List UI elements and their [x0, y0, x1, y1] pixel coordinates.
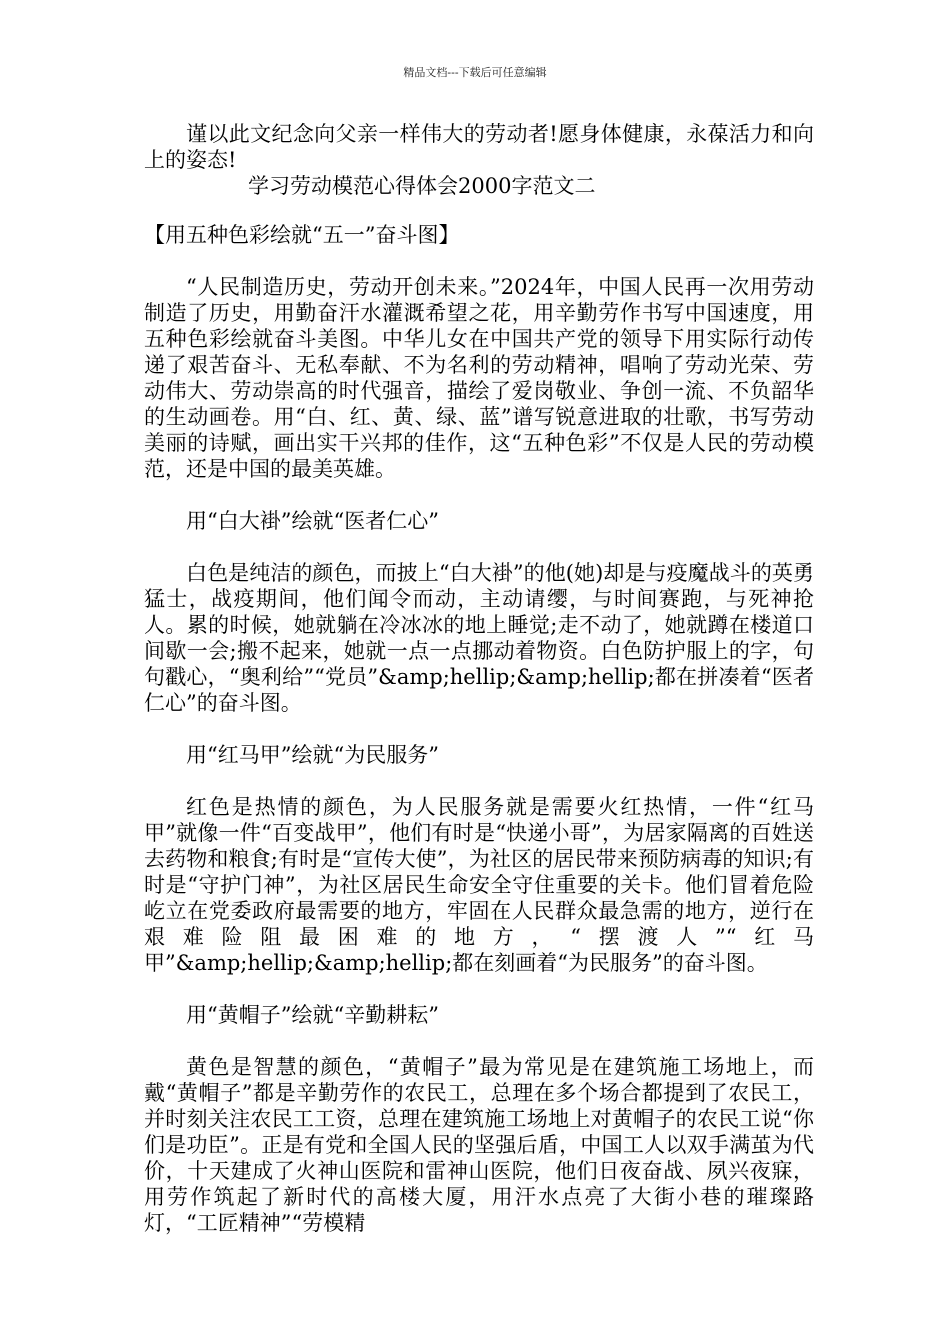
subheading-red-vest: 用“红马甲”绘就“为民服务”	[186, 743, 439, 767]
paragraph-red-vest: 红色是热情的颜色，为人民服务就是需要火红热情，一件“红马甲”就像一件“百变战甲”，他们有时是“快递小哥”，为居家隔离的百姓送去药物和粮食;有时是“宣传大使”，为社区的居民带来预防病毒的知识;有时是“守护门神”，为社区居民生命安全守住重要的关卡。他们冒着危险屹立在党委政府最需要的地方，牢固在人民群众最急需的地方，逆行在艰难险阻最困难的地方，“摆渡人”“红马甲”&amp;hellip;&amp;hellip;都在刻画着“为民服务”的奋斗图。	[144, 795, 814, 975]
paragraph-yellow-hat: 黄色是智慧的颜色，“黄帽子”最为常见是在建筑施工场地上，而戴“黄帽子”都是辛勤劳作的农民工，总理在多个场合都提到了农民工，并时刻关注农民工工资，总理在建筑施工场地上对黄帽子的农民工说“你们是功臣”。正是有党和全国人民的坚强后盾，中国工人以双手满茧为代价，十天建成了火神山医院和雷神山医院，他们日夜奋战、夙兴夜寐，用劳作筑起了新时代的高楼大厦，用汗水点亮了大街小巷的璀璨路灯，“工匠精神”“劳模精	[144, 1055, 814, 1235]
paragraph-intro: “人民制造历史，劳动开创未来。”2024年，中国人民再一次用劳动制造了历史，用勤奋汗水灌溉希望之花，用辛勤劳作书写中国速度，用五种色彩绘就奋斗美图。中华儿女在中国共产党的领导下用实际行动传递了艰苦奋斗、无私奉献、不为名利的劳动精神，唱响了劳动光荣、劳动伟大、劳动崇高的时代强音，描绘了爱岗敬业、争创一流、不负韶华的生动画卷。用“白、红、黄、绿、蓝”谱写锐意进取的壮歌，书写劳动美丽的诗赋，画出实干兴邦的佳作，这“五种色彩”不仅是人民的劳动模范，还是中国的最美英雄。	[144, 275, 814, 481]
subheading-white-coat: 用“白大褂”绘就“医者仁心”	[186, 509, 439, 533]
subheading-yellow-hat: 用“黄帽子”绘就“辛勤耕耘”	[186, 1003, 439, 1027]
paragraph-white-coat: 白色是纯洁的颜色，而披上“白大褂”的他(她)却是与疫魔战斗的英勇猛士，战疫期间，他们闻令而动，主动请缨，与时间赛跑，与死神抢人。累的时候，她就躺在冷冰冰的地上睡觉;走不动了，她就蹲在楼道口间歇一会;搬不起来，她就一点一点挪动着物资。白色防护服上的字，句句戳心，“奥利给”“党员”&amp;hellip;&amp;hellip;都在拼凑着“医者仁心”的奋斗图。	[144, 561, 814, 715]
section-heading-five-colors: 【用五种色彩绘就“五一”奋斗图】	[144, 223, 460, 247]
paragraph-closing-dedication: 谨以此文纪念向父亲一样伟大的劳动者!愿身体健康，永葆活力和向上的姿态!	[144, 122, 814, 172]
document-body	[144, 121, 814, 1236]
page-header: 精品文档---下载后可任意编辑	[403, 66, 547, 79]
article-title: 学习劳动模范心得体会2000字范文二	[248, 174, 596, 198]
